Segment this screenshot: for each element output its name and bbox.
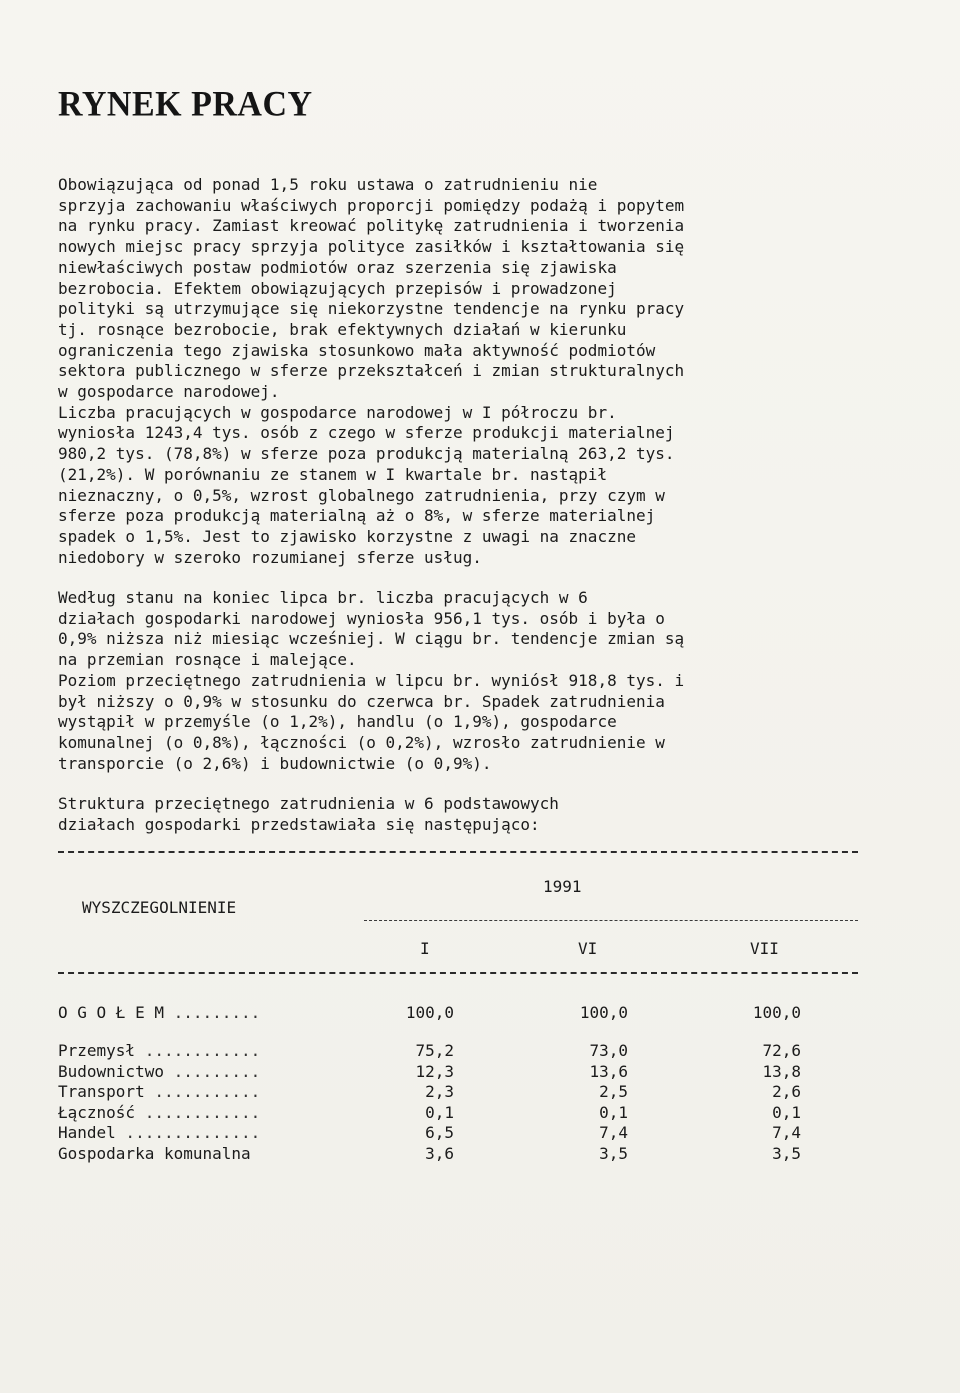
table-row-label: Transport ........... — [58, 1082, 261, 1102]
table-cell: 13,8 — [762, 1061, 801, 1081]
text-line: Poziom przeciętnego zatrudnienia w lipcu br. wyniósł 918,8 tys. i — [58, 670, 685, 690]
text-line: sprzyja zachowaniu właściwych proporcji pomiędzy podażą i popytem — [58, 195, 685, 215]
column-header-vii: VII — [750, 939, 779, 958]
column-header-vi: VI — [578, 939, 598, 958]
text-line: transporcie (o 2,6%) i budownictwie (o 0,9%). — [58, 753, 492, 773]
table-cell: 0,1 — [599, 1102, 628, 1122]
header-bottom-rule — [58, 972, 858, 974]
table-cell: 0,1 — [425, 1102, 454, 1122]
total-value-i: 100,0 — [405, 1003, 454, 1022]
total-value-vii: 100,0 — [752, 1003, 801, 1022]
text-line: polityki są utrzymujące się niekorzystne tendencje na rynku pracy — [58, 299, 685, 319]
text-line: był niższy o 0,9% w stosunku do czerwca br. Spadek zatrudnienia — [58, 691, 665, 711]
table-top-rule — [58, 851, 858, 853]
paragraph-july-employment — [58, 588, 866, 774]
table-cell: 0,1 — [772, 1102, 801, 1122]
text-line: 980,2 tys. (78,8%) w sferze poza produkcją materialną 263,2 tys. — [58, 444, 675, 464]
text-line: w gospodarce narodowej. — [58, 382, 280, 402]
table-row-label: Gospodarka komunalna — [58, 1144, 251, 1163]
text-line: nowych miejsc pracy sprzyja polityce zasiłków i kształtowania się — [58, 237, 685, 257]
text-line: niedobory w szeroko rozumianej sferze usług. — [58, 547, 482, 567]
table-cell: 3,6 — [425, 1144, 454, 1163]
table-cell: 73,0 — [589, 1041, 628, 1060]
table-cell: 13,6 — [589, 1061, 628, 1081]
text-line: komunalnej (o 0,8%), łączności (o 0,2%), wzrosło zatrudnienie w — [58, 732, 665, 752]
table-cell: 6,5 — [425, 1123, 454, 1143]
text-line: bezrobocia. Efektem obowiązujących przepisów i prowadzonej — [58, 278, 617, 298]
text-line: wyniosła 1243,4 tys. osób z czego w sferze produkcji materialnej — [58, 423, 675, 443]
text-line: tj. rosnące bezrobocie, brak efektywnych działań w kierunku — [58, 319, 627, 339]
text-line: nieznaczny, o 0,5%, wzrost globalnego zatrudnienia, przy czym w — [58, 485, 665, 505]
text-line: Struktura przeciętnego zatrudnienia w 6 podstawowych — [58, 794, 559, 813]
text-line: na przemian rosnące i malejące. — [58, 650, 357, 670]
column-header-i: I — [420, 939, 430, 958]
table-cell: 7,4 — [599, 1123, 628, 1143]
text-line: niewłaściwych postaw podmiotów oraz szerzenia się zjawiska — [58, 257, 617, 277]
table-year-header: 1991 — [543, 877, 582, 896]
paragraph-intro — [58, 175, 866, 568]
table-cell: 12,3 — [415, 1061, 454, 1081]
text-line: (21,2%). W porównaniu ze stanem w I kwartale br. nastąpił — [58, 464, 608, 484]
table-cell: 72,6 — [762, 1041, 801, 1060]
text-line: Obowiązująca od ponad 1,5 roku ustawa o zatrudnieniu nie — [58, 175, 598, 194]
text-line: na rynku pracy. Zamiast kreować politykę zatrudnienia i tworzenia — [58, 216, 685, 236]
text-line: Według stanu na koniec lipca br. liczba pracujących w 6 — [58, 588, 588, 607]
table-cell: 2,5 — [599, 1082, 628, 1102]
table-cell: 2,6 — [772, 1082, 801, 1102]
text-line: Liczba pracujących w gospodarce narodowej w I półroczu br. — [58, 402, 617, 422]
text-line: sektora publicznego w sferze przekształceń i zmian strukturalnych — [58, 361, 685, 381]
total-value-vi: 100,0 — [579, 1003, 628, 1022]
paragraph-structure-intro — [58, 794, 866, 835]
table-cell: 3,5 — [599, 1144, 628, 1163]
employment-structure-table — [58, 845, 866, 1175]
text-line: wystąpił w przemyśle (o 1,2%), handlu (o 1,9%), gospodarce — [58, 712, 617, 732]
text-line: spadek o 1,5%. Jest to zjawisko korzystne z uwagi na znaczne — [58, 526, 636, 546]
text-line: sferze poza produkcją materialną aż o 8%, w sferze materialnej — [58, 506, 656, 526]
year-underline-rule — [364, 920, 858, 921]
table-row-label: Handel .............. — [58, 1123, 261, 1143]
text-line: ograniczenia tego zjawiska stosunkowo mała aktywność podmiotów — [58, 340, 656, 360]
table-cell: 3,5 — [772, 1144, 801, 1163]
text-line: działach gospodarki przedstawiała się następująco: — [58, 814, 540, 834]
table-cell: 75,2 — [415, 1041, 454, 1060]
total-row-label: O G O Ł E M ......... — [58, 1003, 261, 1022]
page-title: RYNEK PRACY — [58, 85, 313, 124]
table-cell: 7,4 — [772, 1123, 801, 1143]
text-line: działach gospodarki narodowej wyniosła 956,1 tys. osób i była o — [58, 608, 665, 628]
table-row-label: Budownictwo ......... — [58, 1061, 261, 1081]
text-line: 0,9% niższa niż miesiąc wcześniej. W ciągu br. tendencje zmian są — [58, 629, 685, 649]
table-row-label: Łączność ............ — [58, 1102, 261, 1122]
table-row-label: Przemysł ............ — [58, 1041, 261, 1060]
table-cell: 2,3 — [425, 1082, 454, 1102]
table-header-label: WYSZCZEGOLNIENIE — [82, 898, 237, 917]
